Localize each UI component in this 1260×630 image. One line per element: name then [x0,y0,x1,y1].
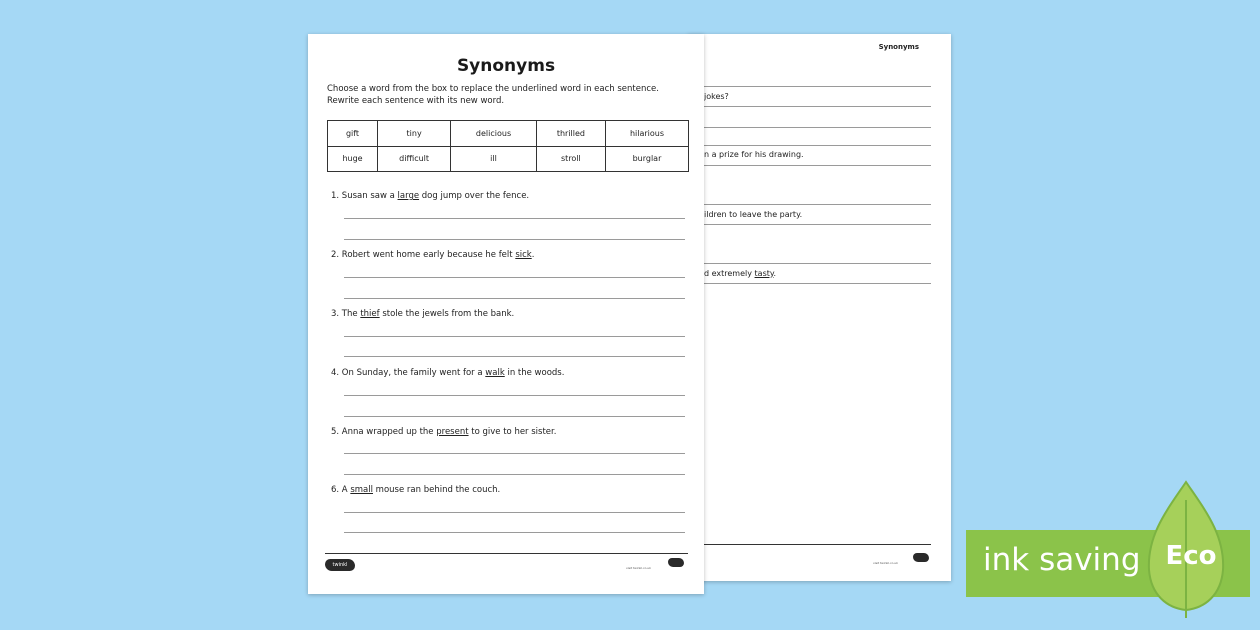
answer-line [344,277,685,278]
back-question-3: ildren to leave the party. [704,210,803,219]
back-question-4: d extremely tasty. [704,269,777,278]
question-2: 2. Robert went home early because he felt sick. [331,250,535,260]
copyright: visit twinkl.co.uk [626,566,652,570]
small-logo [668,558,684,567]
word-cell: hilarious [605,121,688,147]
answer-line [344,453,685,454]
question-4: 4. On Sunday, the family went for a walk in the woods. [331,368,565,378]
answer-line [344,298,685,299]
back-page-title: Synonyms [878,43,919,51]
back-question-1: jokes? [704,92,729,101]
page-title: Synonyms [456,56,556,76]
footer-rule [325,553,688,554]
word-cell: thrilled [536,121,605,147]
word-box [327,120,689,172]
answer-line [344,416,685,417]
back-question-2: n a prize for his drawing. [704,150,804,159]
answer-line [344,532,685,533]
question-5: 5. Anna wrapped up the present to give to her sister. [331,427,557,437]
eco-label: Eco [1165,541,1217,571]
word-cell: stroll [536,146,605,172]
back-footer-rule [688,544,931,545]
worksheet-front-page [308,34,704,594]
back-small-logo [913,553,929,562]
twinkl-logo: twinkl [325,559,355,571]
answer-line [344,336,685,337]
word-cell: ill [451,146,537,172]
question-3: 3. The thief stole the jewels from the bank. [331,309,515,319]
instructions: Choose a word from the box to replace the underlined word in each sentence. Rewrite each sentence with its new word. [327,84,659,106]
word-cell: huge [328,146,378,172]
word-cell: delicious [451,121,537,147]
answer-line [344,512,685,513]
word-cell: gift [328,121,378,147]
answer-line [344,474,685,475]
answer-line [344,356,685,357]
word-cell: tiny [378,121,451,147]
word-cell: difficult [378,146,451,172]
answer-line [344,239,685,240]
answer-line [344,218,685,219]
word-cell: burglar [605,146,688,172]
answer-line [344,395,685,396]
ink-saving-label: ink saving [983,542,1141,578]
back-copyright: visit twinkl.co.uk [873,561,899,565]
question-6: 6. A small mouse ran behind the couch. [331,485,501,495]
worksheet-back-page [688,34,951,581]
question-1: 1. Susan saw a large dog jump over the fence. [331,191,530,201]
